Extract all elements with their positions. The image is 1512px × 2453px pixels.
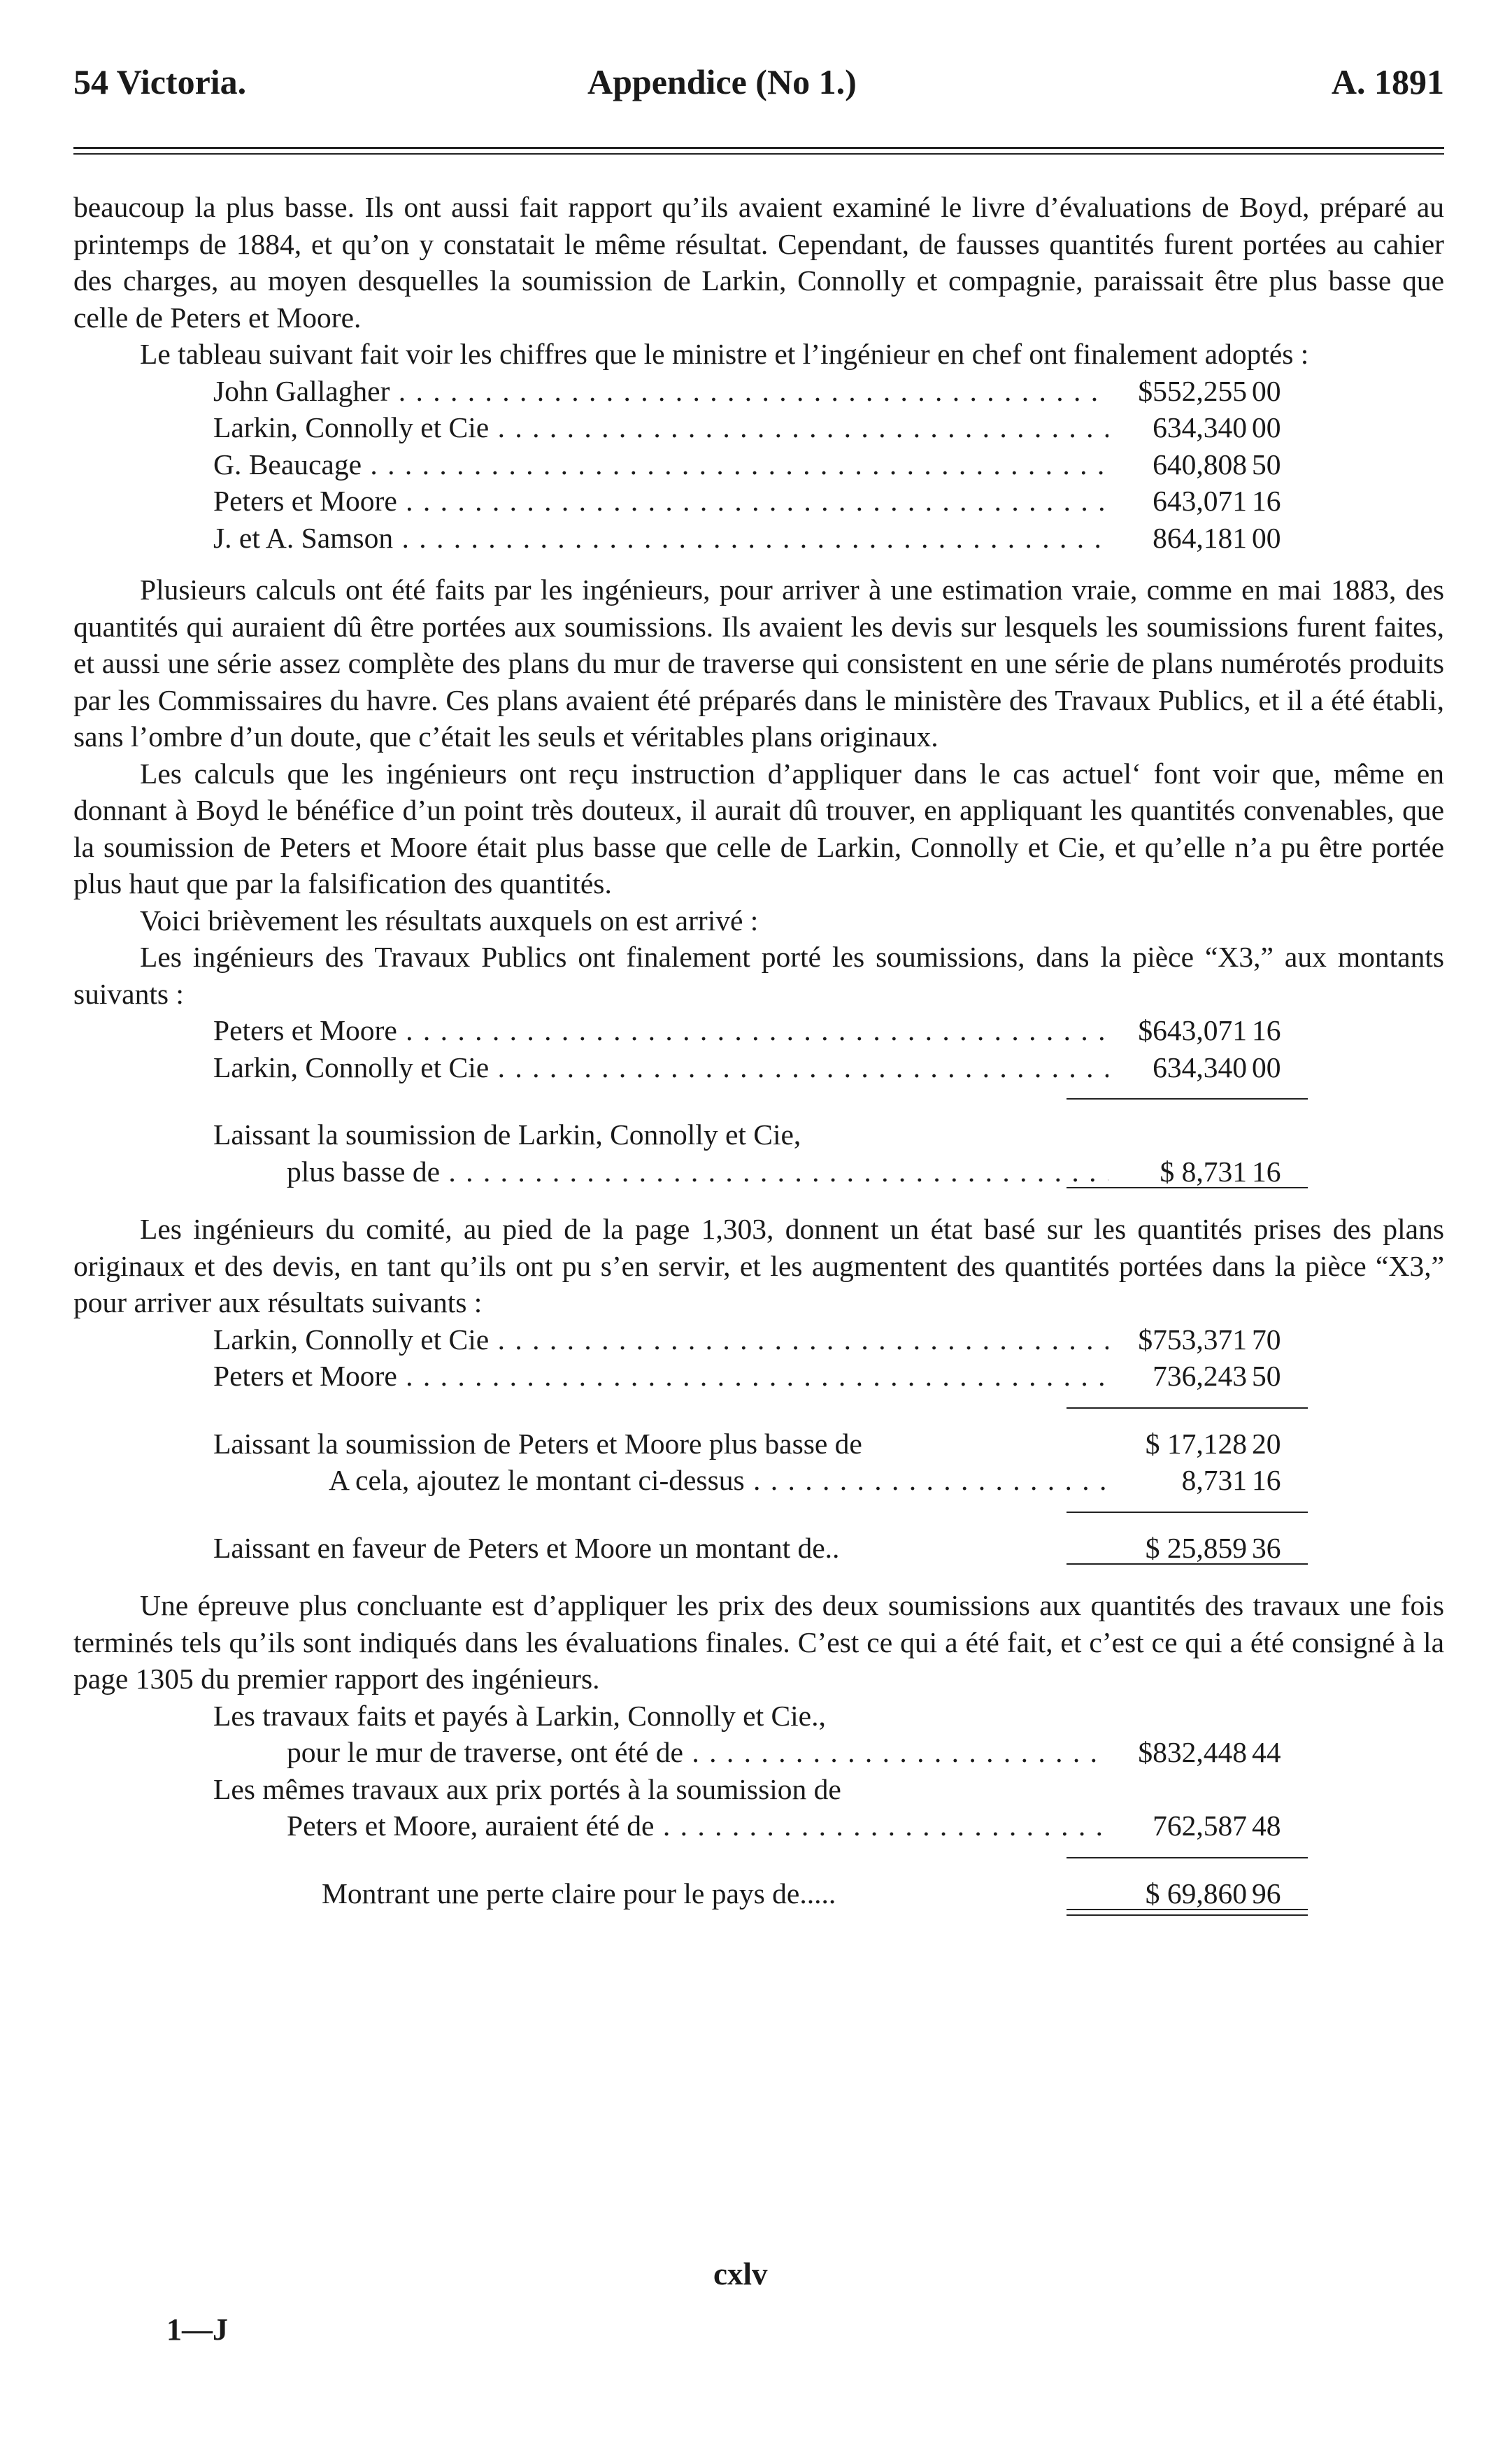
sum-rule [73, 1512, 1444, 1517]
difference-row: Laissant la soumission de Peters et Moore plus basse de $ 17,128 20 [213, 1427, 1281, 1460]
paragraph-results-intro: Voici brièvement les résultats auxquels on est arrivé : [140, 904, 759, 937]
paragraph-committee: Les ingénieurs du comité, au pied de la page 1,303, donnent un état basé sur les quantités prises des plans originaux et des devis, en tant qu’ils ont pu s’en servir, et les augmentent des quantités portées dans la pièce “X3,” pour arriver aux résultats suivants : [73, 1213, 1444, 1318]
table-row: Larkin, Connolly et Cie . . . $753,371 70 [73, 1321, 1444, 1358]
sum-rule [73, 1407, 1444, 1413]
paragraph-continuation: beaucoup la plus basse. Ils ont aussi fait rapport qu’ils avaient examiné le livre d’évaluations de Boyd, préparé au printemps de 1884, et qu’on y constatait le même résultat. Cependant, de fausses quantités furent portées au cahier des charges, au moyen desquelles la soumission de Larkin, Connolly et compagnie, paraissait être plus basse que celle de Peters et Moore. [73, 191, 1444, 334]
table-row: Peters et Moore . . . 736,243 50 [73, 1358, 1444, 1395]
paragraph-instructions: Les calculs que les ingénieurs ont reçu instruction d’appliquer dans le cas actuel‘ font voir que, même en donnant à Boyd le bénéfice d’un point très douteux, il aurait dû trouver, en appliquant les quantités convenables, que la soumission de Peters et Moore était plus basse que celle de Larkin, Connolly et Cie, et qu’elle n’a pu être portée plus haut que par la falsification des quantités. [73, 757, 1444, 900]
table-row: pour le mur de traverse, ont été de . . . $832,448 44 [73, 1734, 1444, 1771]
result-label-row: Laissant la soumission de Larkin, Connolly et Cie, [213, 1118, 801, 1151]
page-number: cxlv [713, 2256, 768, 2291]
table-row: John Gallagher . . . $552,255 00 [73, 373, 1444, 410]
header-session: 54 Victoria. [73, 62, 247, 101]
table-row: Peters et Moore . . . 643,071 16 [73, 483, 1444, 520]
table-row: J. et A. Samson . . . 864,181 00 [73, 520, 1444, 557]
table-row: Larkin, Connolly et Cie . . . 634,340 00 [73, 1049, 1444, 1086]
x3-table [73, 1012, 1444, 1195]
paragraph-final-test: Une épreuve plus concluante est d’appliquer les prix des deux soumissions aux quantités des travaux une fois terminés tels qu’ils sont indiqués dans les évaluations finales. C’est ce qui a été fait, et c’est ce qui a été consigné à la page 1305 du premier rapport des ingénieurs. [73, 1589, 1444, 1695]
result-row: plus basse de . . . $ 8,731 16 [73, 1153, 1444, 1190]
total-row: Laissant en faveur de Peters et Moore un montant de.. $ 25,859 36 [213, 1531, 1281, 1564]
document-body [73, 189, 1444, 1917]
header-appendix: Appendice (No 1.) [587, 62, 857, 101]
double-rule [73, 1912, 1444, 1917]
page-header [73, 62, 1444, 112]
committee-table [73, 1321, 1444, 1572]
sum-rule [73, 1098, 1444, 1104]
sum-rule [73, 1857, 1444, 1863]
table-row-label: Les mêmes travaux aux prix portés à la soumission de [213, 1772, 841, 1805]
table-row: Peters et Moore, auraient été de . . . 762,587 48 [73, 1807, 1444, 1844]
header-year: A. 1891 [1331, 62, 1444, 101]
header-rule-bottom [73, 153, 1444, 155]
sum-rule [73, 1566, 1444, 1572]
table-row: Larkin, Connolly et Cie . . . 634,340 00 [73, 409, 1444, 446]
paragraph-table-intro: Le tableau suivant fait voir les chiffres que le ministre et l’ingénieur en chef ont finalement adoptés : [140, 338, 1309, 370]
table-row-label: Les travaux faits et payés à Larkin, Connolly et Cie., [213, 1699, 826, 1732]
signature-mark: 1—J [166, 2312, 228, 2347]
paragraph-calculations: Plusieurs calculs ont été faits par les ingénieurs, pour arriver à une estimation vraie, comme en mai 1883, des quantités qui auraient dû être portées aux soumissions. Ils avaient les devis sur lesquels les soumissions furent faites, et aussi une série assez complète des plans du mur de traverse qui consistent en une série de plans numérotés produits par les Commissaires du havre. Ces plans avaient été préparés dans le ministère des Travaux Publics, et il a été établi, sans l’ombre d’un doute, que c’était les seuls et véritables plans originaux. [73, 574, 1444, 753]
header-rule-top [73, 147, 1444, 149]
sum-rule [73, 1190, 1444, 1195]
addition-row: A cela, ajoutez le montant ci-dessus . . . 8,731 16 [73, 1462, 1444, 1499]
total-row: Montrant une perte claire pour le pays de..... $ 69,860 96 [322, 1877, 1281, 1910]
table-row: Peters et Moore . . . $643,071 16 [73, 1012, 1444, 1049]
tender-table [73, 373, 1444, 557]
paragraph-x3-intro: Les ingénieurs des Travaux Publics ont finalement porté les soumissions, dans la pièce “X3,” aux montants suivants : [73, 941, 1444, 1010]
final-table [73, 1698, 1444, 1918]
table-row: G. Beaucage . . . 640,808 50 [73, 446, 1444, 483]
